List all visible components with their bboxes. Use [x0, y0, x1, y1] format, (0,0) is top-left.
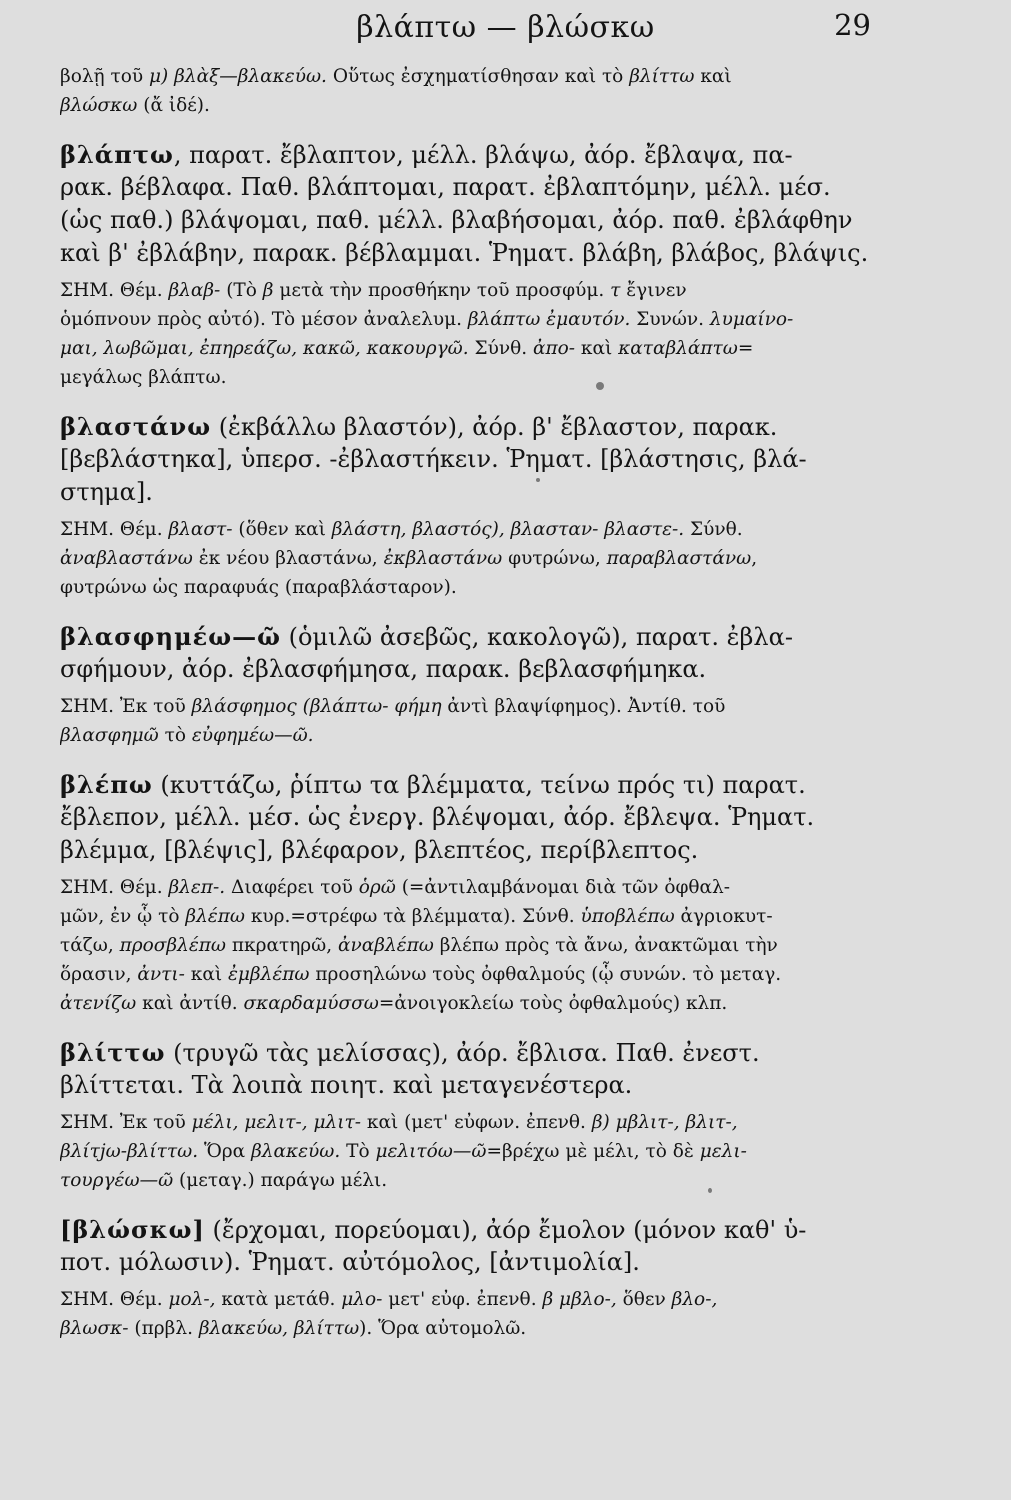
text-run: μέλι, μελιτ-, μλιτ-: [191, 1112, 362, 1133]
text-run: βλακεύω, βλίττω: [198, 1318, 360, 1339]
text-run: Σύνθ.: [468, 338, 533, 359]
note-line: [60, 276, 890, 305]
text-run: ὅθεν: [616, 1289, 672, 1310]
entry-line: [60, 1036, 890, 1069]
text-run: ΣΗΜ. Ἐκ τοῦ: [60, 1112, 192, 1133]
note-line: [60, 721, 890, 750]
headword: βλαστάνω: [60, 412, 212, 441]
text-run: (ὅθεν καὶ: [232, 519, 332, 540]
text-run: βλασφημῶ: [60, 725, 159, 746]
headword: βλέπω: [60, 770, 153, 799]
text-run: ἀναβλαστάνω: [60, 548, 193, 569]
text-run: προσβλέπω: [119, 935, 227, 956]
text-run: ΣΗΜ. Θέμ.: [60, 519, 169, 540]
text-run: κατὰ μετάθ.: [215, 1289, 342, 1310]
text-run: ἀπο-: [533, 338, 576, 359]
text-run: μῶν, ἐν ᾧ τὸ: [60, 906, 186, 927]
text-run: τὸ: [158, 725, 192, 746]
text-run: εὐφημέω—ῶ.: [191, 725, 314, 746]
text-run: καὶ ἀντίθ.: [136, 993, 244, 1014]
text-run: β: [262, 280, 274, 301]
text-run: βλίτjω-βλίττω.: [60, 1141, 199, 1162]
entry-line: [60, 443, 890, 476]
note-line: [60, 873, 890, 902]
text-run: ΣΗΜ. Ἐκ τοῦ: [60, 696, 192, 717]
text-run: βλέπω πρὸς τὰ ἄνω, ἀνακτῶμαι τὴν: [433, 935, 778, 956]
note-line: [60, 902, 890, 931]
text-run: καὶ: [184, 964, 228, 985]
headword: [βλώσκω]: [60, 1215, 205, 1244]
text-run: βλάστη, βλαστός), βλασταν- βλαστε-.: [331, 519, 685, 540]
text-run: (=ἀντιλαμβάνομαι διὰ τῶν ὀφθαλ-: [395, 877, 731, 898]
text-run: ἀντι-: [137, 964, 185, 985]
text-run: φυτρώνω,: [502, 548, 607, 569]
text-run: , παρατ. ἔβλαπτον, μέλλ. βλάψω, ἀόρ. ἔβλαψα, πα-: [173, 141, 793, 169]
entry-line: [60, 237, 890, 270]
note-line: [60, 573, 890, 602]
text-run: προσηλώνω τοὺς ὀφθαλμούς (ᾧ συνών. τὸ μεταγ.: [309, 964, 782, 985]
entry-line: [60, 204, 890, 237]
text-run: βλεπ-.: [168, 877, 226, 898]
entry-line: [60, 1213, 890, 1246]
entry-line: [60, 1246, 890, 1279]
text-run: ἔγινεν: [620, 280, 687, 301]
text-run: Σύνθ.: [684, 519, 743, 540]
text-run: βλέμμα, [βλέψις], βλέφαρον, βλεπτέος, περίβλεπτος.: [60, 836, 699, 864]
text-run: ὁμόπνουν πρὸς αὐτό). Τὸ μέσον ἀναλελυμ.: [60, 309, 468, 330]
text-run: β μβλο-,: [542, 1289, 617, 1310]
note-line: [60, 960, 890, 989]
text-run: βλίττεται. Τὰ λοιπὰ ποιητ. καὶ μεταγενέστερα.: [60, 1071, 633, 1099]
text-run: τ: [610, 280, 621, 301]
text-run: ΣΗΜ. Θέμ.: [60, 1289, 169, 1310]
text-run: ἐμβλέπω: [227, 964, 310, 985]
note-line: [60, 305, 890, 334]
text-run: βλωσκ-: [60, 1318, 129, 1339]
text-run: ὁρῶ: [358, 877, 396, 898]
text-run: (ὁμιλῶ ἀσεβῶς, κακολογῶ), παρατ. ἐβλα-: [280, 623, 793, 651]
note-line: [60, 363, 890, 392]
text-run: (ὡς παθ.) βλάψομαι, παθ. μέλλ. βλαβήσομαι, ἀόρ. παθ. ἐβλάφθην: [60, 206, 853, 234]
text-run: καὶ (μετ' εὐφων. ἐπενθ.: [361, 1112, 592, 1133]
note-line: [60, 62, 890, 91]
text-run: β) μβλιτ-, βλιτ-,: [591, 1112, 738, 1133]
text-run: (πρβλ.: [128, 1318, 199, 1339]
text-run: μαι, λωβῶμαι, ἐπηρεάζω, κακῶ, κακουργῶ.: [60, 338, 469, 359]
note-line: [60, 334, 890, 363]
text-run: Οὕτως ἐσχηματίσθησαν καὶ τὸ: [326, 66, 630, 87]
entry-line: [60, 138, 890, 171]
entry-line: [60, 476, 890, 509]
text-run: ἀναβλέπω: [338, 935, 434, 956]
text-run: =βρέχω μὲ μέλι, τὸ δὲ: [486, 1141, 700, 1162]
entry-line: [60, 834, 890, 867]
text-run: βλίττω: [629, 66, 695, 87]
text-run: φυτρώνω ὡς παραφυάς (παραβλάσταρον).: [60, 577, 457, 598]
entry-line: [60, 653, 890, 686]
note-line: [60, 989, 890, 1018]
text-run: (τρυγῶ τὰς μελίσσας), ἀόρ. ἔβλισα. Παθ. ἐνεστ.: [165, 1039, 760, 1067]
text-run: καταβλάπτω: [618, 338, 738, 359]
text-run: μετ' εὐφ. ἐπενθ.: [382, 1289, 543, 1310]
text-run: ὑποβλέπω: [580, 906, 675, 927]
text-run: βλακεύω.: [251, 1141, 341, 1162]
entry-line: [60, 1069, 890, 1102]
text-run: ποτ. μόλωσιν). Ῥηματ. αὐτόμολος, [ἀντιμολία].: [60, 1248, 640, 1276]
note-line: [60, 544, 890, 573]
text-run: καὶ β' ἐβλάβην, παρακ. βέβλαμμαι. Ῥηματ. βλάβη, βλάβος, βλάψις.: [60, 239, 869, 267]
note-line: [60, 1108, 890, 1137]
running-title: βλάπτω — βλώσκω: [356, 10, 655, 45]
text-run: μελιτόω—ῶ: [375, 1141, 487, 1162]
text-run: ἔβλεπον, μέλλ. μέσ. ὡς ἐνεργ. βλέψομαι, ἀόρ. ἔβλεψα. Ῥηματ.: [60, 803, 815, 831]
page-header: [0, 8, 1011, 48]
headword: βλάπτω: [60, 140, 174, 169]
note-line: [60, 931, 890, 960]
text-run: Ὅρα: [198, 1141, 252, 1162]
text-run: μλο-: [341, 1289, 383, 1310]
text-run: =ἀνοιγοκλείω τοὺς ὀφθαλμούς) κλπ.: [378, 993, 728, 1014]
text-run: βλέπω: [185, 906, 245, 927]
text-run: ἐκβλαστάνω: [383, 548, 503, 569]
text-run: καὶ: [694, 66, 732, 87]
text-run: στημα].: [60, 478, 153, 506]
text-run: βλαστ-: [168, 519, 233, 540]
text-run: ἐκ νέου βλαστάνω,: [192, 548, 384, 569]
text-run: βλαβ-: [168, 280, 221, 301]
headword: βλασφημέω—ῶ: [60, 622, 281, 651]
entry-line: [60, 768, 890, 801]
note-line: [60, 1137, 890, 1166]
text-run: ὅρασιν,: [60, 964, 138, 985]
text-run: (ἔρχομαι, πορεύομαι), ἀόρ ἔμολον (μόνον καθ' ὑ-: [204, 1216, 807, 1244]
text-run: (ἄ ἰδέ).: [137, 95, 210, 116]
text-run: Τὸ: [340, 1141, 376, 1162]
text-run: μ) βλὰξ—βλακεύω.: [149, 66, 327, 87]
dictionary-entries: [60, 62, 890, 1343]
entry-line: [60, 620, 890, 653]
text-run: ἀντὶ βλαψίφημος). Ἀντίθ. τοῦ: [441, 696, 726, 717]
text-run: Συνών.: [630, 309, 710, 330]
text-run: [βεβλάστηκα], ὑπερσ. -ἐβλαστήκειν. Ῥηματ. [βλάστησις, βλά-: [60, 445, 807, 473]
text-run: ΣΗΜ. Θέμ.: [60, 877, 169, 898]
text-run: βλο-,: [671, 1289, 718, 1310]
headword: βλίττω: [60, 1038, 166, 1067]
text-run: βλάπτω ἐμαυτόν.: [467, 309, 631, 330]
text-run: (Τὸ: [220, 280, 263, 301]
text-run: ,: [751, 548, 758, 569]
text-run: (μεταγ.) παράγω μέλι.: [173, 1170, 388, 1191]
text-run: σκαρδαμύσσω: [243, 993, 379, 1014]
text-run: =: [737, 338, 754, 359]
text-run: βολῇ τοῦ: [60, 66, 150, 87]
entry-line: [60, 410, 890, 443]
text-run: μολ-,: [168, 1289, 216, 1310]
text-run: μεγάλως βλάπτω.: [60, 367, 227, 388]
text-run: πκρατηρῶ,: [226, 935, 339, 956]
text-run: ΣΗΜ. Θέμ.: [60, 280, 169, 301]
page-number: 29: [834, 8, 871, 42]
note-line: [60, 91, 890, 120]
note-line: [60, 1314, 890, 1343]
entry-line: [60, 801, 890, 834]
note-line: [60, 1285, 890, 1314]
text-run: ἀτενίζω: [60, 993, 137, 1014]
text-run: ἀγριοκυτ-: [674, 906, 773, 927]
text-run: σφήμουν, ἀόρ. ἐβλασφήμησα, παρακ. βεβλασφήμηκα.: [60, 655, 707, 683]
text-run: (κυττάζω, ῥίπτω τα βλέμματα, τείνω πρός τι) παρατ.: [152, 771, 806, 799]
text-run: βλώσκω: [60, 95, 138, 116]
text-run: Διαφέρει τοῦ: [225, 877, 359, 898]
note-line: [60, 515, 890, 544]
note-line: [60, 1166, 890, 1195]
text-run: (ἐκβάλλω βλαστόν), ἀόρ. β' ἔβλαστον, παρακ.: [211, 413, 778, 441]
text-run: τάζω,: [60, 935, 120, 956]
text-run: βλάσφημος (βλάπτω- φήμη: [191, 696, 442, 717]
text-run: λυμαίνο-: [709, 309, 794, 330]
entry-line: [60, 171, 890, 204]
text-run: κυρ.=στρέφω τὰ βλέμματα). Σύνθ.: [244, 906, 581, 927]
text-run: μετὰ τὴν προσθήκην τοῦ προσφύμ.: [273, 280, 611, 301]
text-run: παραβλαστάνω: [606, 548, 752, 569]
text-run: ). Ὅρα αὐτομολῶ.: [359, 1318, 527, 1339]
text-run: καὶ: [575, 338, 619, 359]
note-line: [60, 692, 890, 721]
text-run: ρακ. βέβλαφα. Παθ. βλάπτομαι, παρατ. ἐβλαπτόμην, μέλλ. μέσ.: [60, 173, 831, 201]
text-run: τουργέω—ῶ: [60, 1170, 174, 1191]
text-run: μελι-: [699, 1141, 747, 1162]
